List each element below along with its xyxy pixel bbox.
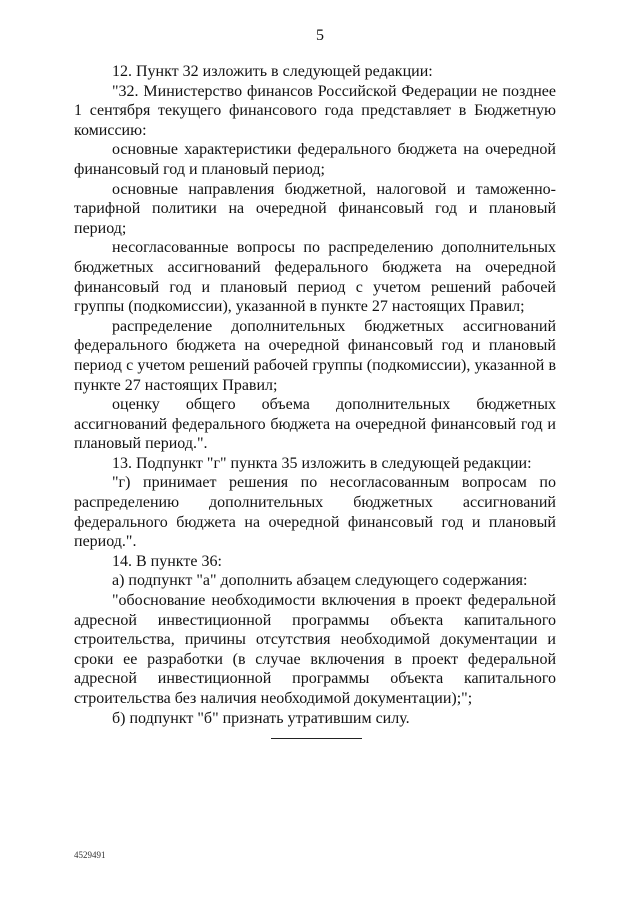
- document-body: [74, 62, 556, 728]
- paragraph-item-13: 13. Подпункт "г" пункта 35 изложить в следующей редакции:: [112, 454, 532, 472]
- paragraph-list-item: основные направления бюджетной, налоговой и таможенно-тарифной политики на очередной финансовый год и плановый период;: [74, 180, 556, 237]
- closing-divider: [271, 738, 362, 739]
- document-code: 4529491: [74, 850, 106, 860]
- paragraph-subpoint-b: б) подпункт "б" признать утратившим силу.: [112, 709, 410, 727]
- paragraph-item-14: 14. В пункте 36:: [112, 552, 222, 570]
- paragraph-item-12: 12. Пункт 32 изложить в следующей редакции:: [112, 63, 433, 80]
- paragraph-list-item: несогласованные вопросы по распределению дополнительных бюджетных ассигнований федерального бюджета на очередной финансовый год и плановый период с учетом решений рабочей группы (подкомиссии), указанной в пункте 27 настоящих Правил;: [74, 239, 556, 316]
- paragraph-subpoint-g: "г) принимает решения по несогласованным вопросам по распределению дополнительных бюджетных ассигнований федерального бюджета на очередной финансовый год и плановый период.".: [74, 474, 556, 551]
- paragraph-point-32: "32. Министерство финансов Российской Федерации не позднее 1 сентября текущего финансового года представляет в Бюджетную комиссию:: [74, 82, 556, 139]
- paragraph-subpoint-a: а) подпункт "а" дополнить абзацем следующего содержания:: [112, 572, 528, 590]
- paragraph-list-item: основные характеристики федерального бюджета на очередной финансовый год и плановый период;: [74, 141, 556, 178]
- paragraph-list-item: распределение дополнительных бюджетных ассигнований федерального бюджета на очередной финансовый год и плановый период с учетом решений рабочей группы (подкомиссии), указанной в пункте 27 настоящих Правил;: [74, 317, 556, 394]
- paragraph-list-item: оценку общего объема дополнительных бюджетных ассигнований федерального бюджета на очередной финансовый год и плановый период.".: [74, 396, 556, 453]
- paragraph-quote: "обоснование необходимости включения в проект федеральной адресной инвестиционной программы объекта капитального строительства, причины отсутствия необходимой документации и сроки ее разработки (в случае включения в проект федеральной адресной инвестиционной программы объекта капитального строительства без наличия необходимой документации);";: [74, 592, 556, 707]
- page-number: 5: [316, 27, 324, 44]
